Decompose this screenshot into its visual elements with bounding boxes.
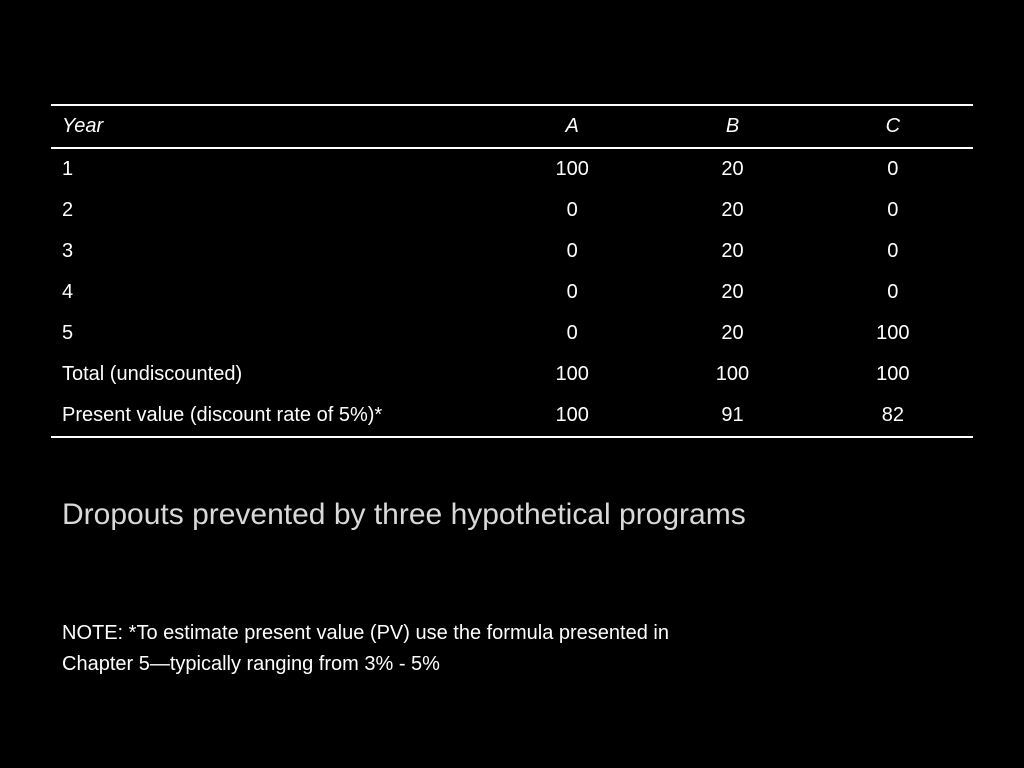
table-caption: Dropouts prevented by three hypothetical programs	[62, 498, 746, 531]
table-header-row	[51, 105, 973, 148]
footnote-line-1: NOTE: *To estimate present value (PV) use the formula presented in	[62, 622, 669, 644]
cell-c: 0	[887, 158, 899, 180]
table-row	[51, 313, 973, 354]
cell-a: 100	[555, 363, 589, 385]
cell-b: 20	[721, 240, 744, 262]
cell-a: 0	[566, 240, 578, 262]
row-label: Total (undiscounted)	[62, 363, 243, 385]
header-c: C	[885, 115, 901, 137]
dropouts-table	[51, 104, 973, 438]
cell-b: 91	[721, 404, 744, 426]
cell-a: 0	[566, 281, 578, 303]
cell-c: 82	[881, 404, 904, 426]
cell-b: 100	[715, 363, 750, 385]
row-label: Present value (discount rate of 5%)*	[62, 404, 383, 426]
row-label: 4	[62, 281, 74, 303]
cell-c: 0	[887, 199, 899, 221]
cell-c: 100	[876, 363, 910, 385]
cell-b: 20	[721, 158, 744, 180]
cell-b: 20	[721, 322, 744, 344]
cell-a: 100	[555, 158, 589, 180]
row-label: 3	[62, 240, 74, 262]
footnote-line-2: Chapter 5—typically ranging from 3% - 5%	[62, 653, 440, 675]
table-row	[51, 190, 973, 231]
table-row	[51, 272, 973, 313]
cell-a: 0	[566, 199, 578, 221]
cell-b: 20	[721, 199, 744, 221]
row-label: 1	[62, 158, 74, 180]
cell-a: 0	[566, 322, 578, 344]
cell-c: 0	[887, 240, 899, 262]
cell-c: 0	[887, 281, 899, 303]
row-label: 5	[62, 322, 74, 344]
cell-a: 100	[555, 404, 589, 426]
table-row	[51, 354, 973, 395]
header-b: B	[725, 115, 740, 137]
footnote	[62, 618, 669, 680]
header-year: Year	[62, 115, 104, 137]
table-row	[51, 148, 973, 190]
row-label: 2	[62, 199, 74, 221]
cell-b: 20	[721, 281, 744, 303]
header-a: A	[565, 115, 579, 137]
table-row	[51, 395, 973, 437]
table-row	[51, 231, 973, 272]
cell-c: 100	[876, 322, 910, 344]
